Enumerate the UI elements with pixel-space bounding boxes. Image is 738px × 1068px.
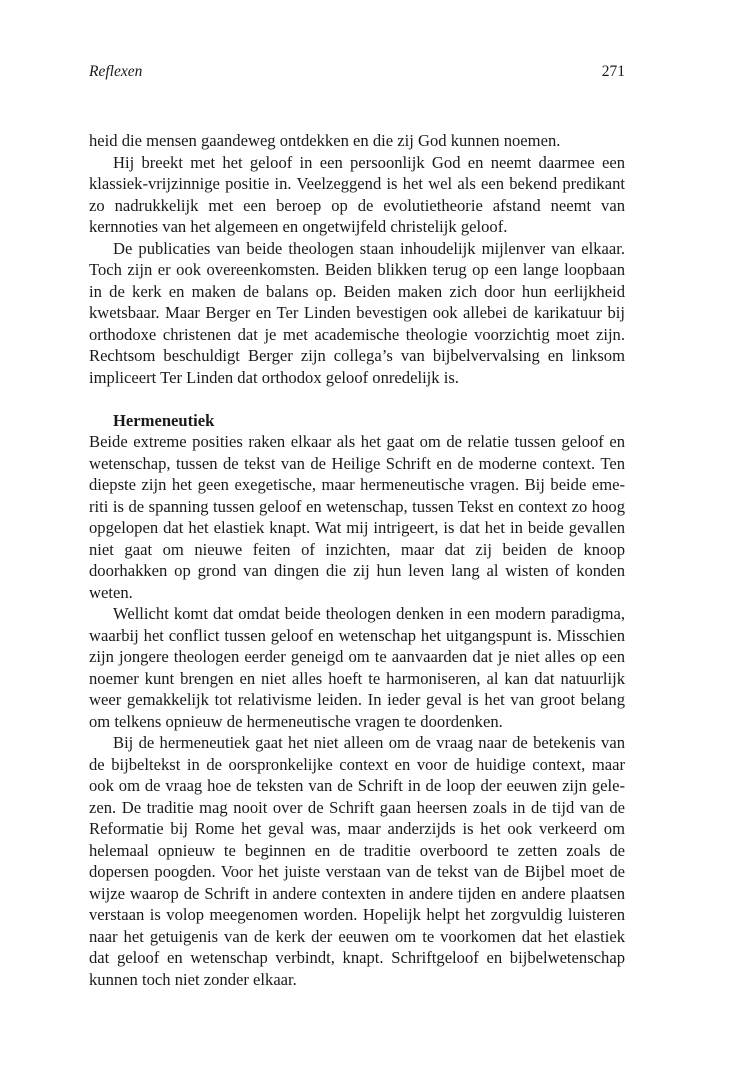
running-head-title: Reflexen [89,63,143,80]
page-number: 271 [601,63,625,80]
paragraph: Bij de hermeneutiek gaat het niet alleen om de vraag naar de betekenis van de bijbeltekst in de oorspronkelijke context en voor de huidige context, maar ook om de vraag hoe de teksten van de Schrift in de loop der eeuwen zijn gelezen. De traditie mag nooit over de Schrift gaan heersen zoals in de tijd van de Reformatie bij Rome het geval was, maar anderzijds is het ook verkeerd om helemaal opnieuw te beginnen en de traditie overboord te zetten zoals de dopersen poogden. Voor het juiste verstaan van de tekst van de Bijbel moet de wijze waarop de Schrift in andere contexten in andere tijden en andere plaatsen verstaan is volop meegenomen worden. Hopelijk helpt het zorgvuldig luisteren naar het getuigenis van de kerk der eeuwen om te voorkomen dat het elastiek dat geloof en wetenschap verbindt, knapt. Schriftgeloof en bijbelwetenschap kunnen toch niet zonder elkaar. [89,733,625,989]
paragraph: Wellicht komt dat omdat beide theologen denken in een modern paradigma, waarbij het conflict tussen geloof en wetenschap het uitgangspunt is. Misschien zijn jongere theologen eerder geneigd om te aanvaarden dat je niet alles op een noemer kunt brengen en niet alles hoeft te harmoniseren, al kan dat natuurlijk weer gemakkelijk tot relativisme leiden. In ieder geval is het van groot belang om telkens opnieuw de hermeneutische vragen te doordenken. [89,604,625,731]
section-spacer [89,388,625,410]
paragraph: Hij breekt met het geloof in een persoonlijk God en neemt daarmee een klassiek-vrijzinnige positie in. Veelzeggend is het wel als een bekend predikant zo nadrukkelijk met een beroep op de evolutietheorie afstand neemt van kernnoties van het algemeen en ongetwijfeld christelijk geloof. [89,152,625,236]
paragraph-continued: heid die mensen gaandeweg ontdekken en die zij God kunnen noemen. [89,131,561,150]
running-head [89,63,625,85]
section-heading: Hermeneutiek [113,410,215,430]
paragraph: De publicaties van beide theologen staan inhoudelijk mijlenver van elkaar. Toch zijn er ook overeenkomsten. Beiden blikken terug op een lange loopbaan in de kerk en maken de balans op. Beiden maken zich door hun eerlijkheid kwetsbaar. Maar Berger en Ter Linden bevestigen ook allebei de karikatuur bij orthodoxe christenen dat je met academische theologie voorzichtig moet zijn. Rechtsom beschuldigt Berger zijn collega’s van bijbelvervalsing en linksom impliceert Ter Linden dat orthodox geloof onredelijk is. [89,238,625,387]
body-text [89,130,625,990]
paragraph: Beide extreme posities raken elkaar als het gaat om de relatie tussen geloof en wetenschap, tussen de tekst van de Heilige Schrift en de moderne context. Ten diepste zijn het geen exegetische, maar hermeneutische vragen. Bij beide emeriti is de spanning tussen geloof en wetenschap, tussen Tekst en context zo hoog opgelopen dat het elastiek knapt. Wat mij intrigeert, is dat het in beide gevallen niet gaat om nieuwe feiten of inzichten, maar dat zij beiden de knoop doorhakken op grond van dingen die zij hun leven lang al wisten of konden weten. [89,432,625,602]
